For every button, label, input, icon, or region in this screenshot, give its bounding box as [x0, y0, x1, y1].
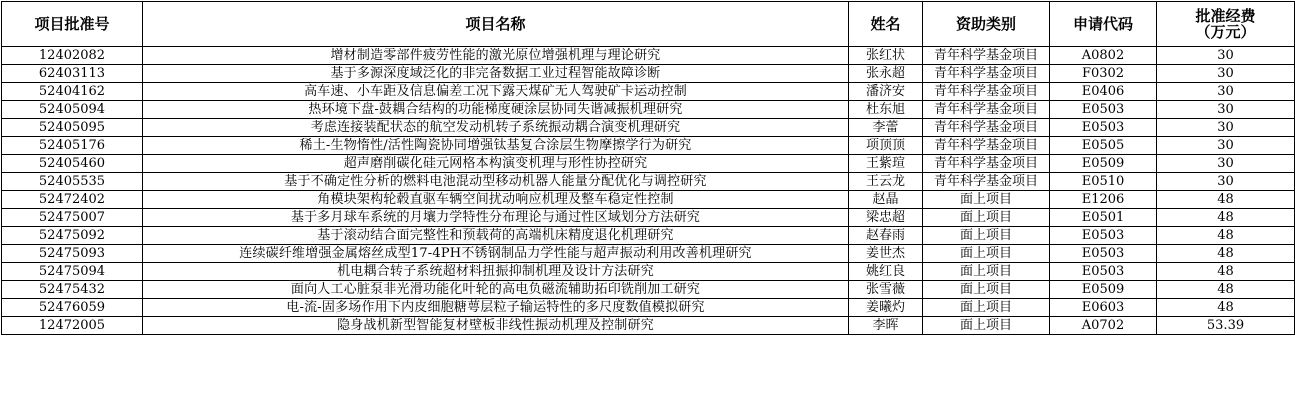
cell-funding-category: 青年科学基金项目 [923, 137, 1050, 155]
cell-project-name: 基于多源深度域泛化的非完备数据工业过程智能故障诊断 [143, 65, 849, 83]
cell-project-id: 52475432 [2, 281, 143, 299]
cell-approved-funding: 30 [1157, 119, 1295, 137]
cell-project-name: 高车速、小车距及信息偏差工况下露天煤矿无人驾驶矿卡运动控制 [143, 83, 849, 101]
cell-funding-category: 面上项目 [923, 245, 1050, 263]
cell-approved-funding: 48 [1157, 299, 1295, 317]
header-project-id: 项目批准号 [2, 2, 143, 47]
table-row [2, 227, 1295, 245]
cell-person-name: 姜曦灼 [849, 299, 923, 317]
cell-project-name: 角模块架构轮毂直驱车辆空间扰动响应机理及整车稳定性控制 [143, 191, 849, 209]
cell-person-name: 姜世杰 [849, 245, 923, 263]
cell-application-code: E0406 [1050, 83, 1157, 101]
cell-project-id: 52472402 [2, 191, 143, 209]
table-row [2, 299, 1295, 317]
cell-project-name: 隐身战机新型智能复材壁板非线性振动机理及控制研究 [143, 317, 849, 335]
cell-approved-funding: 30 [1157, 101, 1295, 119]
cell-funding-category: 青年科学基金项目 [923, 47, 1050, 65]
cell-project-id: 52405094 [2, 101, 143, 119]
cell-person-name: 赵春雨 [849, 227, 923, 245]
cell-project-id: 52405176 [2, 137, 143, 155]
cell-approved-funding: 30 [1157, 83, 1295, 101]
cell-project-id: 52475094 [2, 263, 143, 281]
cell-funding-category: 青年科学基金项目 [923, 83, 1050, 101]
cell-approved-funding: 48 [1157, 191, 1295, 209]
cell-funding-category: 面上项目 [923, 299, 1050, 317]
cell-project-id: 52405095 [2, 119, 143, 137]
cell-project-id: 52475007 [2, 209, 143, 227]
cell-project-name: 超声磨削碳化硅元网格本构演变机理与形性协控研究 [143, 155, 849, 173]
header-person-name: 姓名 [849, 2, 923, 47]
cell-application-code: E0503 [1050, 119, 1157, 137]
cell-person-name: 张红状 [849, 47, 923, 65]
header-row [2, 2, 1295, 47]
cell-funding-category: 青年科学基金项目 [923, 65, 1050, 83]
cell-approved-funding: 48 [1157, 245, 1295, 263]
cell-approved-funding: 48 [1157, 227, 1295, 245]
table-row [2, 209, 1295, 227]
cell-person-name: 李晖 [849, 317, 923, 335]
cell-application-code: E0509 [1050, 281, 1157, 299]
cell-application-code: F0302 [1050, 65, 1157, 83]
cell-project-name: 考虑连接装配状态的航空发动机转子系统振动耦合演变机理研究 [143, 119, 849, 137]
table-row [2, 281, 1295, 299]
cell-project-name: 稀土-生物惰性/活性陶瓷协同增强钛基复合涂层生物摩擦学行为研究 [143, 137, 849, 155]
cell-funding-category: 面上项目 [923, 227, 1050, 245]
table-row [2, 101, 1295, 119]
cell-approved-funding: 53.39 [1157, 317, 1295, 335]
cell-funding-category: 面上项目 [923, 263, 1050, 281]
cell-funding-category: 青年科学基金项目 [923, 173, 1050, 191]
cell-project-id: 52475093 [2, 245, 143, 263]
cell-project-id: 52476059 [2, 299, 143, 317]
cell-project-name: 基于不确定性分析的燃料电池混动型移动机器人能量分配优化与调控研究 [143, 173, 849, 191]
cell-project-id: 52405460 [2, 155, 143, 173]
table-row [2, 173, 1295, 191]
cell-approved-funding: 48 [1157, 209, 1295, 227]
cell-project-name: 基于多月球车系统的月壤力学特性分布理论与通过性区域划分方法研究 [143, 209, 849, 227]
header-approved-funding [1157, 2, 1295, 47]
cell-project-name: 增材制造零部件疲劳性能的激光原位增强机理与理论研究 [143, 47, 849, 65]
cell-project-id: 62403113 [2, 65, 143, 83]
cell-funding-category: 面上项目 [923, 317, 1050, 335]
header-funding-line2: （万元） [1195, 23, 1256, 41]
cell-approved-funding: 48 [1157, 281, 1295, 299]
cell-approved-funding: 30 [1157, 155, 1295, 173]
cell-person-name: 姚红良 [849, 263, 923, 281]
cell-application-code: E0503 [1050, 245, 1157, 263]
header-application-code: 申请代码 [1050, 2, 1157, 47]
cell-application-code: E0501 [1050, 209, 1157, 227]
cell-funding-category: 面上项目 [923, 209, 1050, 227]
cell-project-id: 52475092 [2, 227, 143, 245]
cell-project-id: 52405535 [2, 173, 143, 191]
cell-funding-category: 面上项目 [923, 191, 1050, 209]
cell-project-name: 基于滚动结合面完整性和预载荷的高端机床精度退化机理研究 [143, 227, 849, 245]
header-project-name: 项目名称 [143, 2, 849, 47]
cell-person-name: 杜东旭 [849, 101, 923, 119]
cell-project-name: 连续碳纤维增强金属熔丝成型17-4PH不锈钢制品力学性能与超声振动利用改善机理研究 [143, 245, 849, 263]
table-row [2, 119, 1295, 137]
cell-funding-category: 青年科学基金项目 [923, 101, 1050, 119]
table-row [2, 245, 1295, 263]
table-row [2, 263, 1295, 281]
cell-person-name: 李蕾 [849, 119, 923, 137]
cell-approved-funding: 30 [1157, 173, 1295, 191]
table-row [2, 317, 1295, 335]
cell-application-code: A0702 [1050, 317, 1157, 335]
cell-application-code: E0509 [1050, 155, 1157, 173]
cell-funding-category: 面上项目 [923, 281, 1050, 299]
cell-application-code: E0503 [1050, 101, 1157, 119]
table-header [2, 2, 1295, 47]
cell-approved-funding: 30 [1157, 137, 1295, 155]
cell-approved-funding: 30 [1157, 47, 1295, 65]
cell-project-name: 面向人工心脏泵非光滑功能化叶轮的高电负磁流辅助拓印铣削加工研究 [143, 281, 849, 299]
cell-approved-funding: 48 [1157, 263, 1295, 281]
cell-person-name: 王紫瑄 [849, 155, 923, 173]
cell-application-code: E0510 [1050, 173, 1157, 191]
cell-person-name: 潘济安 [849, 83, 923, 101]
cell-person-name: 张永超 [849, 65, 923, 83]
cell-project-id: 12472005 [2, 317, 143, 335]
cell-project-name: 机电耦合转子系统超材料扭振抑制机理及设计方法研究 [143, 263, 849, 281]
table-row [2, 137, 1295, 155]
table-body [2, 47, 1295, 335]
grant-table [1, 1, 1295, 335]
cell-person-name: 赵晶 [849, 191, 923, 209]
cell-application-code: E0603 [1050, 299, 1157, 317]
cell-project-id: 12402082 [2, 47, 143, 65]
table-row [2, 47, 1295, 65]
cell-application-code: E0503 [1050, 227, 1157, 245]
header-funding-line1: 批准经费 [1195, 7, 1256, 25]
cell-project-id: 52404162 [2, 83, 143, 101]
table-row [2, 191, 1295, 209]
cell-person-name: 梁忠超 [849, 209, 923, 227]
cell-application-code: E0505 [1050, 137, 1157, 155]
cell-person-name: 张雪薇 [849, 281, 923, 299]
table-row [2, 155, 1295, 173]
table-row [2, 65, 1295, 83]
cell-funding-category: 青年科学基金项目 [923, 155, 1050, 173]
cell-application-code: E0503 [1050, 263, 1157, 281]
cell-application-code: E1206 [1050, 191, 1157, 209]
cell-application-code: A0802 [1050, 47, 1157, 65]
cell-person-name: 王云龙 [849, 173, 923, 191]
table-row [2, 83, 1295, 101]
cell-person-name: 项顶顶 [849, 137, 923, 155]
cell-project-name: 电-流-固多场作用下内皮细胞糖萼层粒子输运特性的多尺度数值模拟研究 [143, 299, 849, 317]
header-funding-category: 资助类别 [923, 2, 1050, 47]
cell-funding-category: 青年科学基金项目 [923, 119, 1050, 137]
cell-project-name: 热环境下盘-鼓耦合结构的功能梯度硬涂层协同失谐减振机理研究 [143, 101, 849, 119]
cell-approved-funding: 30 [1157, 65, 1295, 83]
